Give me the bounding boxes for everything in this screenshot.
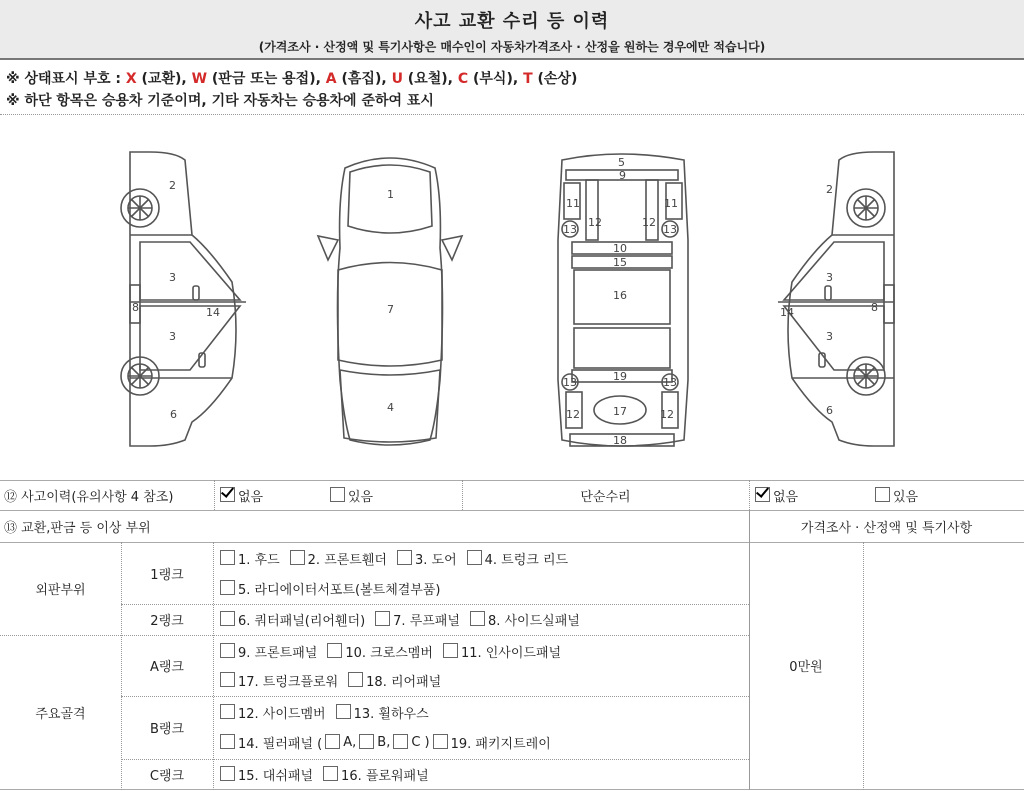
form-header (0, 0, 1024, 60)
diagram-label: 17 (613, 405, 627, 418)
special-notes (864, 542, 1024, 789)
diagram-label: 13 (663, 223, 677, 236)
diagram-label: 12 (588, 216, 602, 229)
item-front-panel[interactable] (220, 642, 317, 661)
form-title: 사고 교환 수리 등 이력 (414, 11, 610, 32)
radiator-support-checkbox[interactable] (220, 580, 235, 595)
item-label: 3. 도어 (414, 552, 457, 568)
side-member-checkbox[interactable] (220, 704, 235, 719)
diagram-label: 3 (826, 330, 833, 343)
diagram-label: 2 (826, 183, 833, 196)
item-radiator-support[interactable] (220, 579, 441, 598)
frame-group: 주요골격 (35, 707, 86, 722)
item-label: C ) (411, 734, 430, 750)
item-label: 1. 후드 (238, 552, 280, 568)
accident-exists-label: 있음 (348, 489, 374, 505)
accident-none-checkbox[interactable] (220, 487, 235, 502)
diagram-label: 5 (618, 156, 625, 169)
item-pillar-c[interactable] (393, 735, 429, 750)
item-roof-panel[interactable] (375, 610, 460, 629)
item-label: 17. 트렁크플로워 (238, 674, 339, 690)
dash-panel-checkbox[interactable] (220, 766, 235, 781)
diagram-label: 2 (169, 179, 176, 192)
item-label: 7. 루프패널 (393, 614, 460, 629)
item-label: 6. 쿼터패널(리어휀더) (238, 614, 366, 629)
item-label: 18. 리어패널 (366, 674, 442, 690)
item-label: 2. 프론트휀더 (307, 552, 387, 568)
legend-code-w: W (191, 71, 208, 87)
diagram-label: 12 (642, 216, 656, 229)
item-rear-panel[interactable] (348, 671, 441, 690)
rank-1: 1랭크 (150, 567, 184, 583)
accident-exists-checkbox[interactable] (330, 487, 345, 502)
table-rule (749, 480, 750, 510)
simple-repair-options (755, 480, 1020, 510)
rank-c-row (220, 760, 745, 788)
rank-b-row-a (220, 698, 745, 726)
item-label: 10. 크로스멤버 (345, 645, 433, 661)
item-trunk-floor[interactable] (220, 671, 338, 690)
front-fender-checkbox[interactable] (290, 550, 305, 565)
item-pillar-b[interactable] (359, 735, 390, 750)
diagram-label: 10 (613, 242, 627, 255)
item-pillar-panel[interactable] (220, 733, 322, 752)
diagram-label: 12 (660, 408, 674, 421)
outer-panel-group: 외판부위 (35, 583, 86, 598)
item-label: A, (343, 734, 357, 750)
form-subtitle: (가격조사 · 산정액 및 특기사항은 매수인이 자동차가격조사 · 산정을 원하는 경우에만 적습니다) (258, 40, 766, 54)
legend-prefix: ※ 상태표시 부호 : (6, 71, 126, 87)
status-legend (6, 68, 577, 112)
quarter-panel-checkbox[interactable] (220, 611, 235, 626)
diagram-label: 12 (566, 408, 580, 421)
rank-b: B랭크 (149, 722, 185, 737)
diagram-label: 11 (566, 197, 580, 210)
legend-desc-a: (흠집), (336, 71, 392, 87)
legend-note: ※ 하단 항목은 승용차 기준이며, 기타 자동차는 승용차에 준하여 표시 (6, 93, 434, 109)
diagram-label: 11 (664, 197, 678, 210)
diagram-label: 7 (387, 303, 394, 316)
rank-a: A랭크 (149, 660, 184, 675)
diagram-label: 15 (613, 256, 627, 269)
accident-options (220, 480, 460, 510)
side-sill-checkbox[interactable] (470, 611, 485, 626)
item-label: 14. 필러패널 ( (238, 736, 323, 752)
repair-exists-checkbox[interactable] (875, 487, 890, 502)
pillar-c-checkbox[interactable] (393, 734, 408, 749)
package-tray-checkbox[interactable] (433, 734, 448, 749)
legend-desc-w: (판금 또는 용접), (207, 71, 326, 87)
item-label: 15. 대쉬패널 (238, 768, 314, 784)
repair-none-label: 없음 (773, 489, 799, 505)
item-label: 8. 사이드실패널 (487, 614, 580, 629)
diagram-label: 3 (169, 330, 176, 343)
diagram-label: 6 (170, 408, 177, 421)
diagram-label: 6 (826, 404, 833, 417)
item-label: 9. 프론트패널 (238, 645, 318, 661)
item-quarter-panel[interactable] (220, 610, 365, 629)
item-label: B, (377, 734, 391, 750)
rank-2-row (220, 605, 745, 634)
table-rule (121, 696, 749, 697)
item-label: 13. 휠하우스 (353, 706, 429, 722)
item-dash-panel[interactable] (220, 765, 313, 784)
legend-code-t: T (523, 71, 533, 87)
pillar-b-checkbox[interactable] (359, 734, 374, 749)
item-inside-panel[interactable] (443, 642, 561, 661)
diagram-label: 19 (613, 370, 627, 383)
wheel-house-checkbox[interactable] (336, 704, 351, 719)
simple-repair-label: 단순수리 (580, 489, 631, 505)
rank-a-row-a (220, 637, 745, 665)
item-label: 12. 사이드멤버 (238, 706, 326, 722)
trunk-lid-checkbox[interactable] (467, 550, 482, 565)
diagram-label: 13 (563, 376, 577, 389)
rank-2: 2랭크 (150, 614, 184, 629)
diagram-label: 3 (169, 271, 176, 284)
pillar-panel-checkbox[interactable] (220, 734, 235, 749)
repair-exists-option[interactable] (875, 486, 918, 505)
accident-history-label: ⑫ 사고이력(유의사항 4 참조) (4, 489, 174, 505)
item-label: 4. 트렁크 리드 (484, 552, 569, 568)
diagram-label: 18 (613, 434, 627, 447)
legend-code-u: U (391, 71, 403, 87)
repair-exists-label: 있음 (893, 489, 919, 505)
table-rule (0, 789, 1024, 790)
item-floor-panel[interactable] (323, 765, 429, 784)
floor-panel-checkbox[interactable] (323, 766, 338, 781)
item-hood[interactable] (220, 549, 280, 568)
table-rule (214, 480, 215, 510)
inside-panel-checkbox[interactable] (443, 643, 458, 658)
rear-panel-checkbox[interactable] (348, 672, 363, 687)
rank-1-row-a (220, 544, 745, 572)
rank-a-row-b (220, 666, 745, 694)
legend-code-a: A (325, 71, 337, 87)
price-value: 0만원 (789, 660, 823, 675)
item-side-member[interactable] (220, 703, 326, 722)
car-right-side-view (778, 152, 894, 446)
legend-symbols (6, 68, 577, 90)
item-door[interactable] (397, 549, 457, 568)
item-label: 16. 플로워패널 (341, 768, 429, 784)
item-cross-member[interactable] (327, 642, 433, 661)
item-label: 5. 라디에이터서포트(볼트체결부품) (238, 582, 441, 598)
legend-code-c: C (457, 71, 469, 87)
divider (0, 114, 1024, 115)
item-side-sill[interactable] (470, 610, 580, 629)
hood-checkbox[interactable] (220, 550, 235, 565)
diagram-label: 14 (206, 306, 220, 319)
item-label: 19. 패키지트레이 (450, 736, 551, 752)
repair-none-checkbox[interactable] (755, 487, 770, 502)
diagram-label: 13 (663, 376, 677, 389)
legend-desc-c: (부식), (468, 71, 524, 87)
car-damage-diagram (0, 120, 1024, 480)
legend-code-x: X (125, 71, 137, 87)
rank-c: C랭크 (149, 768, 185, 784)
cross-member-checkbox[interactable] (327, 643, 342, 658)
front-panel-checkbox[interactable] (220, 643, 235, 658)
diagram-label: 4 (387, 401, 394, 414)
legend-desc-t: (손상) (532, 71, 578, 87)
diagram-label: 13 (563, 223, 577, 236)
item-pillar-a[interactable] (325, 735, 356, 750)
diagram-label: 8 (132, 301, 139, 314)
diagram-label: 8 (871, 301, 878, 314)
accident-exists-option[interactable] (330, 486, 373, 505)
legend-desc-u: (요철), (402, 71, 458, 87)
legend-desc-x: (교환), (136, 71, 192, 87)
door-checkbox[interactable] (397, 550, 412, 565)
price-header: 가격조사 · 산정액 및 특기사항 (800, 520, 973, 536)
trunk-floor-checkbox[interactable] (220, 672, 235, 687)
item-front-fender[interactable] (290, 549, 387, 568)
rank-1-row-b (220, 574, 745, 602)
accident-none-option[interactable] (220, 486, 320, 505)
rank-b-row-b (220, 728, 745, 756)
item-package-tray[interactable] (433, 733, 551, 752)
car-left-side-view (121, 152, 246, 446)
item-wheel-house[interactable] (336, 703, 429, 722)
item-label: 11. 인사이드패널 (460, 645, 562, 661)
item-trunk-lid[interactable] (467, 549, 568, 568)
repair-none-option[interactable] (755, 486, 865, 505)
diagram-label: 3 (826, 271, 833, 284)
diagram-label: 16 (613, 289, 627, 302)
table-rule (213, 542, 214, 790)
pillar-a-checkbox[interactable] (325, 734, 340, 749)
diagram-label: 14 (780, 306, 794, 319)
roof-panel-checkbox[interactable] (375, 611, 390, 626)
diagram-label: 9 (619, 169, 626, 182)
exchange-label: ⑬ 교환,판금 등 이상 부위 (4, 520, 151, 536)
accident-none-label: 없음 (238, 489, 264, 505)
diagram-label: 1 (387, 188, 394, 201)
